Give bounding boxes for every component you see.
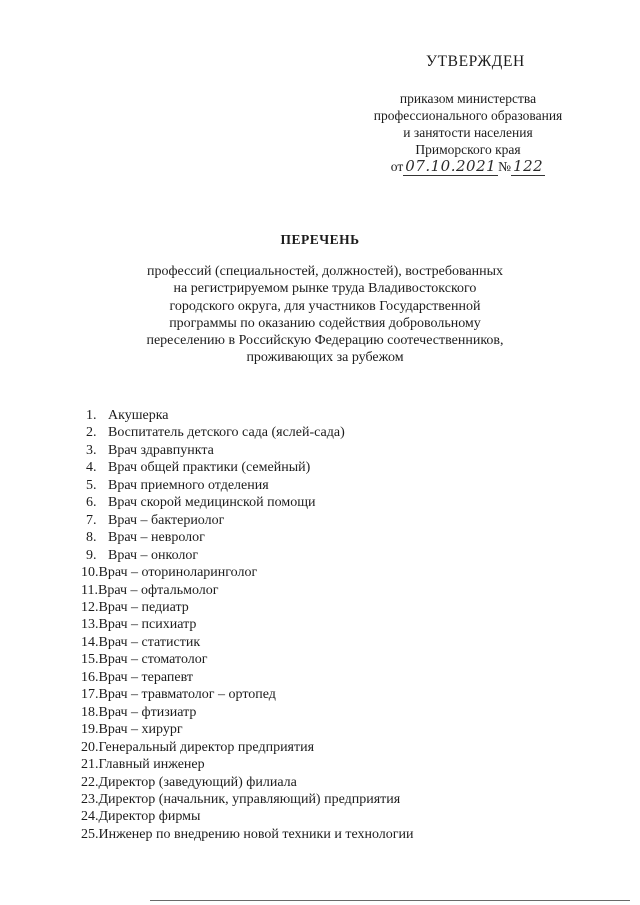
item-number: 14. (81, 634, 99, 650)
item-text: Воспитатель детского сада (яслей-сада) (108, 425, 345, 441)
list-item (86, 477, 556, 494)
subtitle-line: на регистрируемом рынке труда Владивостокского (173, 281, 477, 297)
subtitle-line: городского округа, для участников Государственной (169, 298, 481, 314)
document-title: ПЕРЕЧЕНЬ (280, 232, 360, 247)
approved-heading: УТВЕРЖДЕН (426, 53, 525, 70)
item-text: Врач – травматолог – ортопед (98, 687, 276, 703)
approval-date-line (348, 158, 588, 175)
list-item (81, 774, 556, 791)
profession-list (81, 407, 556, 843)
item-text: Врач – онколог (108, 547, 199, 563)
list-item (81, 826, 556, 843)
item-text: Врач – хирург (98, 722, 183, 738)
item-text: Врач – офтальмолог (97, 582, 219, 598)
item-text: Директор (заведующий) филиала (98, 774, 297, 790)
item-text: Врач здравпункта (108, 442, 214, 458)
item-number: 13. (81, 617, 99, 633)
subtitle-line: переселению в Российскую Федерацию соотечественников, (146, 333, 504, 349)
handwritten-date: 07.10.2021 (405, 157, 497, 175)
list-item (81, 616, 556, 633)
list-item (81, 669, 556, 686)
list-item (86, 494, 556, 511)
item-number: 12. (81, 599, 99, 615)
subtitle-line: профессий (специальностей, должностей), востребованных (146, 264, 504, 279)
item-number: 19. (81, 722, 99, 738)
list-item (81, 686, 556, 703)
item-text: Врач – бактериолог (108, 512, 225, 528)
list-item (86, 442, 556, 459)
item-text: Инженер по внедрению новой техники и технологии (98, 826, 414, 842)
item-text: Врач приемного отделения (108, 477, 269, 493)
item-text: Генеральный директор предприятия (98, 739, 315, 755)
list-item (81, 704, 556, 721)
subtitle-line: программы по оказанию содействия добровольному (169, 315, 481, 331)
item-text: Врач скорой медицинской помощи (108, 495, 316, 511)
item-number: 1. (86, 408, 97, 423)
item-text: Главный инженер (98, 757, 205, 773)
item-text: Врач – фтизиатр (98, 704, 197, 720)
list-item (86, 512, 556, 529)
subtitle-line: проживающих за рубежом (246, 350, 404, 366)
item-text: Директор фирмы (98, 809, 201, 825)
item-number: 3. (86, 442, 97, 458)
item-number: 17. (81, 687, 99, 703)
item-text: Акушерка (108, 408, 169, 423)
list-item (86, 547, 556, 564)
item-text: Директор (начальник, управляющий) предприятия (98, 791, 401, 807)
approval-line: профессионального образования (373, 108, 563, 123)
item-number: 15. (81, 652, 99, 668)
approval-block (348, 90, 588, 175)
item-number: 25. (81, 826, 99, 842)
item-number: 16. (81, 669, 99, 685)
list-item (81, 634, 556, 651)
approval-line: приказом министерства (399, 91, 537, 106)
list-item (86, 529, 556, 546)
page-bottom-rule (150, 900, 630, 901)
item-number: 23. (81, 791, 99, 807)
item-number: 8. (86, 530, 97, 546)
list-item (81, 756, 556, 773)
approval-line: Приморского края (415, 142, 521, 157)
number-sign: № (498, 159, 512, 174)
item-text: Врач – статистик (98, 634, 201, 650)
item-text: Врач – педиатр (98, 599, 189, 615)
list-item (86, 424, 556, 441)
item-text: Врач – терапевт (98, 669, 193, 685)
list-item (86, 407, 556, 424)
list-item (81, 564, 556, 581)
item-number: 10. (81, 565, 99, 581)
list-item (81, 651, 556, 668)
list-item (86, 459, 556, 476)
list-item (81, 721, 556, 738)
item-text: Врач – психиатр (98, 617, 197, 633)
list-item (81, 599, 556, 616)
item-number: 6. (86, 495, 97, 511)
item-number: 9. (86, 547, 97, 563)
item-number: 4. (86, 460, 97, 476)
item-number: 7. (86, 512, 97, 528)
date-prefix: от (390, 159, 404, 174)
item-text: Врач – оториноларинголог (98, 565, 258, 581)
list-item (81, 582, 556, 599)
list-item (81, 739, 556, 756)
item-number: 24. (81, 809, 99, 825)
item-number: 2. (86, 425, 97, 441)
item-number: 20. (81, 739, 99, 755)
list-item (81, 791, 556, 808)
item-text: Врач – стоматолог (98, 652, 208, 668)
approval-line: и занятости населения (403, 125, 533, 140)
document-subtitle (100, 263, 550, 367)
handwritten-number: 122 (513, 157, 544, 175)
item-number: 21. (81, 757, 99, 773)
item-number: 22. (81, 774, 99, 790)
item-text: Врач – невролог (108, 530, 205, 546)
item-number: 18. (81, 704, 99, 720)
item-number: 5. (86, 477, 97, 493)
list-item (81, 808, 556, 825)
item-text: Врач общей практики (семейный) (108, 460, 311, 476)
item-number: 11. (81, 582, 98, 598)
